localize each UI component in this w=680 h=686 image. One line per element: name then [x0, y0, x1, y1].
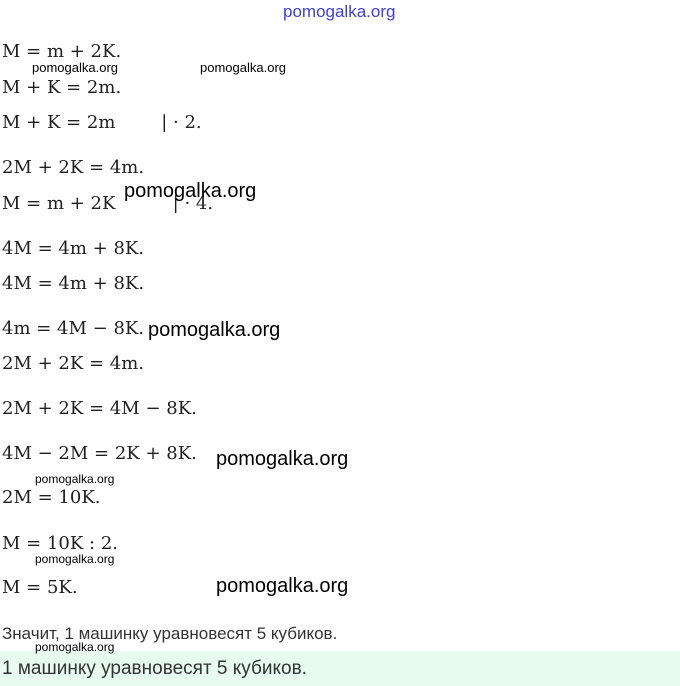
- equation-line: 2M + 2K = 4m.: [2, 157, 145, 178]
- equation-line: 4M = 4m + 8K.: [2, 238, 145, 259]
- watermark: pomogalka.org: [148, 319, 281, 341]
- watermark: pomogalka.org: [35, 640, 115, 654]
- equation-line: 2M + 2K = 4m.: [2, 353, 145, 374]
- watermark: pomogalka.org: [35, 552, 115, 566]
- watermark: pomogalka.org: [216, 448, 349, 470]
- watermark: pomogalka.org: [200, 60, 286, 75]
- answer-text: 1 машинку уравновесят 5 кубиков.: [2, 658, 307, 679]
- watermark: pomogalka.org: [32, 60, 118, 75]
- conclusion-text: Значит, 1 машинку уравновесят 5 кубиков.: [2, 624, 338, 643]
- equation-line: 4M − 2M = 2K + 8K.: [2, 443, 197, 464]
- watermark-top: pomogalka.org: [283, 2, 396, 21]
- equation-line: M = 5K.: [2, 577, 78, 598]
- watermark: pomogalka.org: [124, 180, 257, 202]
- answer-box: [0, 651, 680, 686]
- equation-line: M = 10K : 2.: [2, 533, 118, 554]
- watermark: pomogalka.org: [35, 472, 115, 486]
- equation-line: M + K = 2m | · 2.: [2, 112, 202, 133]
- equation-line: 4m = 4M − 8K.: [2, 318, 145, 339]
- equation-line: 2M = 10K.: [2, 487, 101, 508]
- equation-line: M = m + 2K | · 4.: [2, 193, 214, 214]
- equation-line: 2M + 2K = 4M − 8K.: [2, 398, 197, 419]
- equation-line: 4M = 4m + 8K.: [2, 273, 145, 294]
- equation-line: M = m + 2K.: [2, 41, 122, 62]
- equation-line: M + K = 2m.: [2, 77, 122, 98]
- watermark: pomogalka.org: [216, 575, 349, 597]
